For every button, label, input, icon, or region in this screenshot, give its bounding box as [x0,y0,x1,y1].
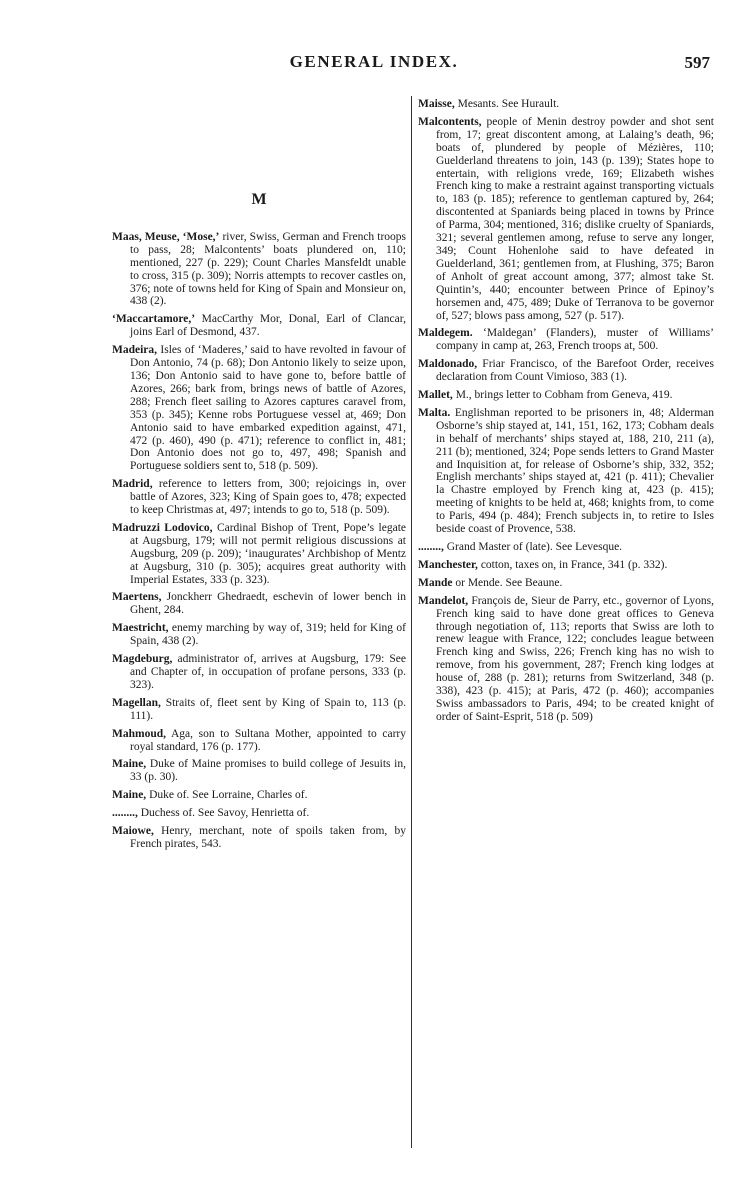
entry-text: Isles of ‘Maderes,’ said to have revolted in favour of Don Antonio, 74 (p. 68); Don Antonio likely to seize upon, 136; Don Antonio said to have gone to, before battle of Azores, 266; bark from, brings news of battle of Azores, 288; French fleet sailing to Azores captures caravel from, 353 (p. 345); Kenne robs Portuguese vessel at, 469; Don Antonio said to have embarked expedition against, 471, 472 (p. 460), 490 (p. 471); reference to conflict in, 481; Don Antonio does not go to, 497, 498; Spanish and Portuguese soldiers sent to, 518 (p. 509). [130,344,406,473]
entry-text: Straits of, fleet sent by King of Spain to, 113 (p. 111). [130,696,406,722]
entry-headword: Mallet, [418,389,453,402]
entry-text: cotton, taxes on, in France, 341 (p. 332). [477,558,668,571]
page-number: 597 [684,53,710,72]
entry-headword: Maine, [112,758,147,771]
entry-headword: Maas, Meuse, ‘Mose,’ [112,230,220,243]
index-entry [112,231,406,308]
entry-headword: Malta. [418,406,451,419]
column-divider [411,96,412,1148]
index-entry [418,98,714,111]
entry-text: people of Menin destroy powder and shot sent from, 17; great discontent among, at Lalaing’s death, 96; boats of, plundered by people of Mézières, 110; Guelderland threatens to join, 143 (p. 139); States hope to entertain, with religions vrede, 169; Elizabeth wishes French king to make a restraint against transporting victuals to, 183 (p. 185); reference to gentleman captured by, 264; discontented at Spaniards being placed in towns by Prince of Parma, 304; mentioned, 316; dislike cruelty of Spaniards, 321; several gentlemen among, refuse to serve any longer, 349; Count Hohenlohe said to have defeated in Guelderland, 361; gentlemen from, at Flushing, 375; Baron of Anholt of great account among, 377; almost take St. Quintin’s, 440; encounter between Prince of Epinoy’s horsemen and, 475, 489; Duke of Terranova to be governor of, 527; blows pass among, 527 (p. 517). [436,115,714,322]
index-entry [418,358,714,384]
entry-headword: Malcontents, [418,115,482,128]
index-entry [112,622,406,648]
index-entry [418,577,714,590]
entry-headword: Magellan, [112,696,161,709]
index-entry [418,327,714,353]
entry-text: Grand Master of (late). See Levesque. [443,541,623,553]
entry-headword: Mandelot, [418,594,469,607]
entry-headword: ........, [418,541,444,553]
entry-headword: Maiowe, [112,825,154,838]
entry-text: Friar Francisco, of the Barefoot Order, receives declaration from Count Vimioso, 383 (1). [436,358,714,384]
entry-text: Duke of Maine promises to build college of Jesuits in, 33 (p. 30). [130,758,406,784]
entry-text: Englishman reported to be prisoners in, 48; Alderman Osborne’s ship stayed at, 141, 151, 162, 173; Cobham deals in behalf of merchants’ ships stayed at, 188, 210, 211 (a), 211 (b); mentioned, 324; Pope sends letters to Grand Master and Inquisition at, for release of Osborne’s ship, 332, 352; English merchants’ ships stayed at, 421 (p. 411); Chevalier la Chastre employed by French king at, 423 (p. 415); meeting of knights to be held at, 468; knights from, to come to Paris, 494 (p. 484); French subjects in, to retire to Isles beside coast of Provence, 538. [436,406,714,536]
entry-headword: Maertens, [112,591,162,604]
entry-headword: ‘Maccartamore,’ [112,313,196,326]
entry-text: river, Swiss, German and French troops to pass, 28; Malcontents’ boats plundered on, 110; mentioned, 227 (p. 229); Count Charles Mansfeldt unable to cross, 315 (p. 309); Norris attempts to recover castles on, 376; note of towns held for King of Spain and Monsieur on, 438 (2). [130,230,407,308]
entry-headword: Mahmoud, [112,727,166,740]
entry-headword: Maine, [112,789,147,802]
right-entry-list [418,98,714,724]
running-title: GENERAL INDEX. [289,52,459,71]
index-entry [418,595,714,724]
entry-text: Aga, son to Sultana Mother, appointed to carry royal standard, 176 (p. 177). [130,727,406,753]
section-letter: M [251,191,267,208]
index-entry [112,313,406,339]
index-entry [418,559,714,572]
index-entry [418,407,714,536]
right-column [418,98,714,729]
index-entry [112,478,406,517]
entry-text: or Mende. See Beaune. [452,576,563,589]
left-column [112,98,406,856]
entry-text: Duke of. See Lorraine, Charles of. [146,789,308,802]
index-entry [112,344,406,473]
entry-text: MacCarthy Mor, Donal, Earl of Clancar, joins Earl of Desmond, 437. [130,313,406,339]
index-entry [112,522,406,587]
entry-headword: Madrid, [112,478,153,491]
entry-headword: Mande [418,576,453,589]
entry-headword: Maestricht, [112,622,169,635]
entry-text: Jonckherr Ghedraedt, eschevin of lower bench in Ghent, 284. [130,591,406,617]
entry-text: Mesants. See Hurault. [454,98,560,110]
entry-headword: Maldonado, [418,358,478,371]
entry-text: M., brings letter to Cobham from Geneva, 419. [452,389,673,402]
index-entry [112,789,406,802]
index-entry [112,825,406,851]
entry-text: Cardinal Bishop of Trent, Pope’s legate at Augsburg, 179; will not permit religious discussions at Augsburg, 209 (p. 209); ‘inaugurates’ Archbishop of Mentz at Augsburg, 310 (p. 305); acquires great authority with Imperial Estates, 333 (p. 323). [130,521,406,586]
index-entry [112,591,406,617]
page-header [0,52,748,76]
entry-text: Henry, merchant, note of spoils taken from, by French pirates, 543. [130,825,406,850]
entry-text: reference to letters from, 300; rejoicings in, over battle of Azores, 323; King of Spain goes to, 478; expected to keep Christmas at, 497; intends to go to, 518 (p. 509). [130,478,406,517]
entry-headword: Madeira, [112,344,158,357]
index-entry [112,728,406,754]
index-entry [112,807,406,820]
index-entry [112,697,406,723]
entry-headword: ........, [112,807,138,820]
entry-text: François de, Sieur de Parry, etc., governor of Lyons, French king said to have done great offices to Geneva through negotiation of, 113; reports that Swiss are loth to renew league with France, 122; concludes league between French king and Swiss, 226; French king has no wish to remove, from his government, 287; French king lodges at house of, 288 (p. 281); returns from Switzerland, 348 (p. 338), 423 (p. 415); at Paris, 472 (p. 460); accompanies Swiss ambassadors to Paris, 494; to be created knight of order of Saint-Esprit, 518 (p. 509) [436,594,714,723]
entry-text: ‘Maldegan’ (Flanders), muster of Williams’ company in camp at, 263, French troops at, 500. [436,327,714,353]
entry-headword: Manchester, [418,558,478,571]
index-entry [418,389,714,402]
entry-headword: Magdeburg, [112,653,173,666]
entry-headword: Maisse, [418,98,455,110]
index-entry [418,116,714,323]
entry-headword: Maldegem. [418,327,473,340]
entry-text: enemy marching by way of, 319; held for King of Spain, 438 (2). [130,622,406,648]
index-entry [112,758,406,784]
left-entry-list [112,231,406,851]
entry-text: Duchess of. See Savoy, Henrietta of. [137,807,310,820]
entry-headword: Madruzzi Lodovico, [112,521,213,534]
entry-text: administrator of, arrives at Augsburg, 179: See and Chapter of, in occupation of profane persons, 333 (p. 323). [130,653,406,691]
index-entry [112,653,406,692]
index-entry [418,541,714,554]
